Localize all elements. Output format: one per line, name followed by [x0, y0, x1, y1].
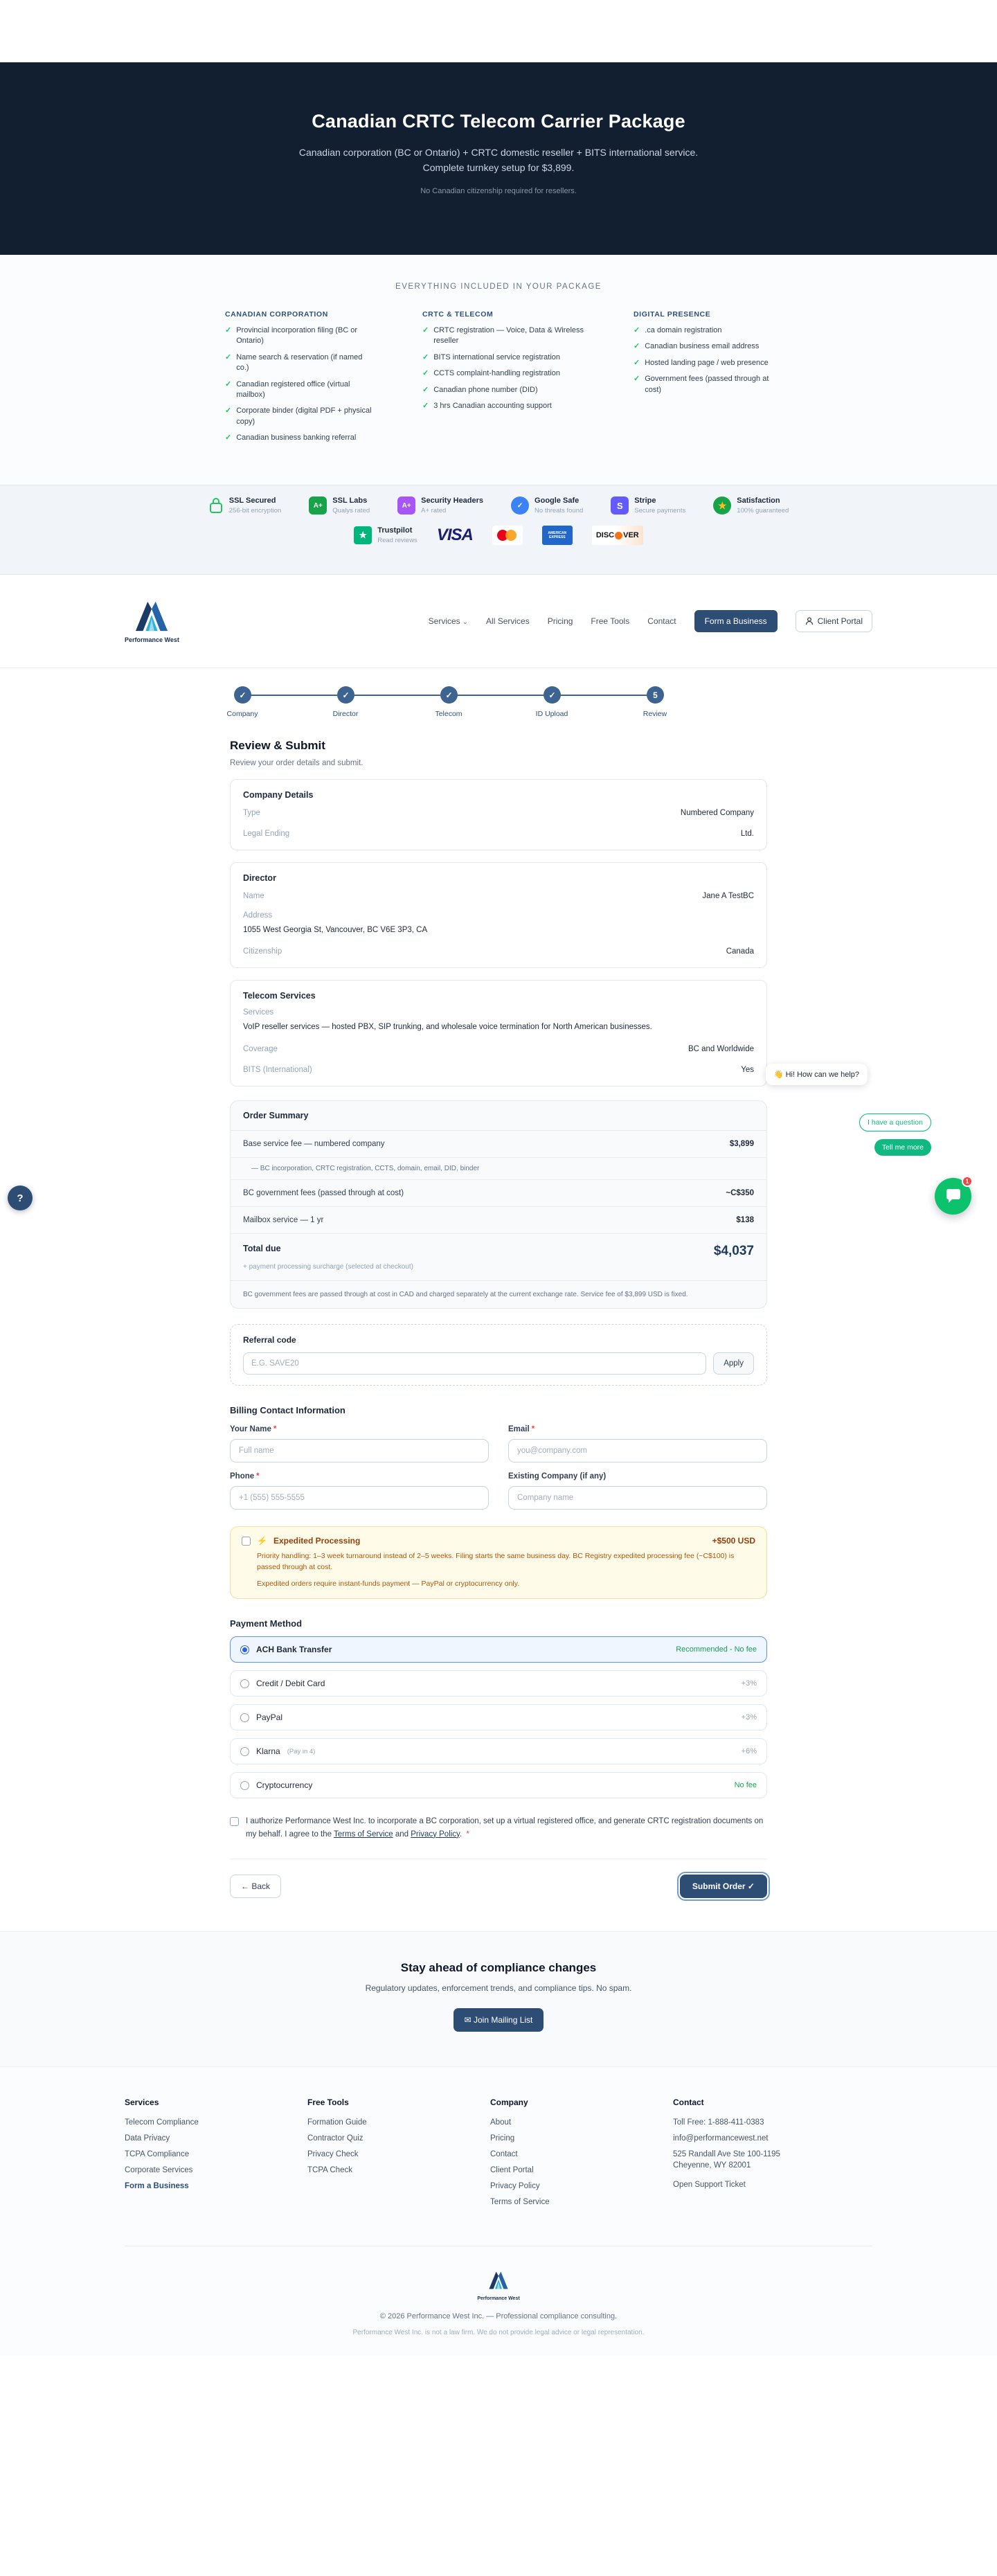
check-icon: ✓ [634, 342, 640, 351]
nav-item-services[interactable]: Services ⌄ [428, 616, 469, 626]
detail-row: Coverage BC and Worldwide [243, 1044, 754, 1053]
field-existing-company: Existing Company (if any) Company name [508, 1472, 767, 1510]
radio-icon [240, 1713, 249, 1722]
footer-email[interactable]: info@performancewest.net [673, 2134, 769, 2143]
page-title: Canadian CRTC Telecom Carrier Package [312, 111, 685, 132]
name-input[interactable] [230, 1439, 489, 1463]
back-button[interactable]: ← Back [230, 1875, 281, 1898]
order-line: BC government fees (passed through at cost) ~C$350 [231, 1180, 766, 1207]
list-item: ✓ Name search & reservation (if named co.) [225, 352, 374, 374]
chat-launcher-button[interactable] [935, 1178, 971, 1215]
performance-west-logo-icon [487, 2270, 510, 2291]
billing-section-title: Billing Contact Information [230, 1405, 345, 1415]
detail-row: Address 1055 West Georgia St, Vancouver, BC V6E 3P3, CA [243, 911, 428, 934]
order-line: Mailbox service — 1 yr $138 [231, 1207, 766, 1234]
check-icon: ✓ [422, 385, 429, 394]
brand-logo[interactable] [125, 599, 179, 643]
footer-link[interactable]: Contact [490, 2150, 518, 2159]
payment-option-klarna[interactable]: Klarna (Pay in 4) +6% [230, 1738, 767, 1764]
step-check-icon: ✓ [234, 686, 251, 704]
referral-code-input[interactable] [243, 1352, 706, 1375]
order-total-row: Total due $4,037 [243, 1243, 754, 1258]
privacy-policy-link[interactable]: Privacy Policy [411, 1830, 460, 1839]
footer-link[interactable]: Corporate Services [125, 2166, 193, 2175]
field-email: Email * you@company.com [508, 1425, 767, 1463]
lock-icon [208, 497, 224, 515]
list-item: ✓ .ca domain registration [634, 325, 772, 336]
footer-address-line: 525 Randall Ave Ste 100-1195 [673, 2150, 780, 2159]
nav-item-all-services[interactable]: All Services [486, 616, 530, 626]
referral-code-box: Referral code E.G. SAVE20 Apply [230, 1324, 767, 1386]
nav-item-free-tools[interactable]: Free Tools [591, 616, 630, 626]
trust-badges-section [0, 485, 997, 575]
amex-logo: AMERICAN EXPRESS [542, 526, 573, 545]
mastercard-logo [492, 526, 523, 545]
discover-dot-icon [615, 532, 622, 539]
total-amount: $4,037 [713, 1243, 754, 1258]
hero-section [0, 62, 997, 255]
review-page-content [226, 668, 767, 1931]
star-icon: ★ [713, 497, 731, 515]
footer-link[interactable]: Pricing [490, 2134, 515, 2143]
authorization-terms: I authorize Performance West Inc. to incorporate a BC corporation, set up a virtual registered office, and generate CRTC registration documents on my behalf. I agree to the Terms of Service and Privacy Policy. * [230, 1815, 767, 1841]
step-director[interactable]: ✓ Director [337, 686, 354, 718]
step-connector [457, 695, 544, 696]
footer-support-ticket-link[interactable]: Open Support Ticket [673, 2181, 746, 2190]
performance-west-logo-icon [132, 599, 172, 634]
phone-input[interactable] [230, 1486, 489, 1510]
step-connector [354, 695, 440, 696]
order-summary-title: Order Summary [231, 1101, 766, 1131]
badge-satisfaction: ★ Satisfaction 100% guaranteed [713, 497, 789, 515]
step-check-icon: ✓ [440, 686, 458, 704]
detail-row: Services VoIP reseller services — hosted PBX, SIP trunking, and wholesale voice termination for North American businesses. [243, 1008, 652, 1032]
terms-of-service-link[interactable]: Terms of Service [334, 1830, 393, 1839]
trustpilot-star-icon: ★ [354, 526, 372, 544]
payment-option-card[interactable]: Credit / Debit Card +3% [230, 1670, 767, 1697]
email-input[interactable] [508, 1439, 767, 1463]
included-heading: EVERYTHING INCLUDED IN YOUR PACKAGE [395, 283, 602, 291]
badge-google-safe: ✓ Google Safe No threats found [511, 497, 583, 515]
step-connector [251, 695, 337, 696]
submit-order-button[interactable]: Submit Order ✓ [680, 1875, 767, 1898]
progress-stepper [226, 686, 667, 718]
chat-unread-badge: 1 [962, 1176, 973, 1187]
client-portal-button[interactable]: Client Portal [796, 610, 872, 632]
footer-link-form-a-business[interactable]: Form a Business [125, 2182, 189, 2191]
footer-address-line: Cheyenne, WY 82001 [673, 2161, 751, 2170]
footer-link[interactable]: Contractor Quiz [307, 2134, 363, 2143]
step-id-upload[interactable]: ✓ ID Upload [544, 686, 560, 718]
copyright: © 2026 Performance West Inc. — Professional compliance consulting. [379, 2312, 618, 2321]
check-icon: ✓ [225, 379, 232, 388]
radio-selected-icon [240, 1645, 249, 1654]
check-icon: ✓ [634, 358, 640, 367]
step-check-icon: ✓ [337, 686, 354, 704]
hero-note: No Canadian citizenship required for resellers. [420, 186, 577, 195]
detail-row: Type Numbered Company [243, 809, 754, 817]
footer-link[interactable]: About [490, 2118, 512, 2127]
field-your-name: Your Name * Full name [230, 1425, 489, 1463]
payment-option-crypto[interactable]: Cryptocurrency No fee [230, 1772, 767, 1798]
check-icon: ✓ [422, 352, 429, 361]
order-line-note: — BC incorporation, CRTC registration, CCTS, domain, email, DID, binder [231, 1158, 766, 1180]
brand-name: Performance West [125, 636, 179, 643]
bolt-icon: ⚡ [257, 1536, 267, 1546]
expedited-detail: Expedited orders require instant-funds payment — PayPal or cryptocurrency only. [257, 1579, 520, 1588]
footer-link[interactable]: Privacy Check [307, 2150, 359, 2159]
step-review-active[interactable]: 5 Review [647, 686, 663, 718]
check-icon: ✓ [225, 406, 232, 415]
footer-column-services: Services Telecom Compliance Data Privacy TCPA Compliance Corporate Services Form a Business [125, 2098, 307, 2214]
hero-subtitle: Canadian corporation (BC or Ontario) + CRTC domestic reseller + BITS international service. Complete turnkey setup for $3,899. [298, 147, 699, 174]
footer-link[interactable]: Client Portal [490, 2166, 534, 2175]
list-item: ✓ CRTC registration — Voice, Data & Wireless reseller [422, 325, 585, 347]
included-column-digital-presence [634, 310, 772, 449]
included-column-crtc-telecom [422, 310, 585, 449]
footer-column-free-tools: Free Tools Formation Guide Contractor Quiz Privacy Check TCPA Check [307, 2098, 490, 2214]
newsletter-subtitle: Regulatory updates, enforcement trends, and compliance tips. No spam. [365, 1983, 632, 1994]
badge-security-headers: A+ Security Headers A+ rated [397, 497, 483, 515]
check-icon: ✓ [634, 326, 640, 334]
footer-link[interactable]: Data Privacy [125, 2134, 170, 2143]
list-item: ✓ Government fees (passed through at cost) [634, 374, 772, 395]
footer-link[interactable]: Terms of Service [490, 2198, 550, 2207]
payment-option-paypal[interactable]: PayPal +3% [230, 1704, 767, 1730]
chat-bubble-icon [945, 1189, 962, 1204]
list-item: ✓ CCTS complaint-handling registration [422, 368, 585, 379]
footer-link[interactable]: TCPA Compliance [125, 2150, 190, 2159]
expedited-detail: Priority handling: 1–3 week turnaround instead of 2–5 weeks. Filing starts the same business day. BC Registry expedited processing fee (~C$100) is passed through at cost. [257, 1552, 735, 1571]
footer-phone[interactable]: Toll Free: 1-888-411-0383 [673, 2118, 764, 2127]
site-header [0, 575, 997, 668]
step-number: 5 [647, 686, 664, 704]
discover-logo: DISC VER [592, 526, 643, 545]
list-item: ✓ Canadian phone number (DID) [422, 385, 585, 395]
badge-trustpilot[interactable]: ★ Trustpilot Read reviews [354, 526, 417, 544]
check-icon: ✓ [634, 375, 640, 384]
company-details-card: Company Details Type Numbered Company Legal Ending Ltd. [230, 779, 767, 850]
expedited-price: +$500 USD [712, 1536, 755, 1546]
check-icon: ✓ [225, 326, 232, 334]
detail-row: Citizenship Canada [243, 947, 754, 956]
list-item: ✓ Canadian business email address [634, 341, 772, 352]
radio-icon [240, 1679, 249, 1688]
a-plus-icon: A+ [309, 497, 327, 515]
chat-greeting-bubble[interactable]: 👋 Hi! How can we help? [766, 1064, 868, 1085]
person-icon [805, 617, 814, 625]
radio-icon [240, 1747, 249, 1756]
join-mailing-list-button[interactable]: ✉ Join Mailing List [453, 2008, 544, 2032]
step-company[interactable]: ✓ Company [234, 686, 251, 718]
check-icon: ✓ [225, 433, 232, 442]
step-telecom[interactable]: ✓ Telecom [440, 686, 457, 718]
company-input[interactable] [508, 1486, 767, 1510]
check-icon: ✓ [422, 326, 429, 334]
newsletter-section [0, 1931, 997, 2066]
radio-icon [240, 1781, 249, 1790]
payment-option-ach[interactable]: ACH Bank Transfer Recommended - No fee [230, 1636, 767, 1663]
list-item: ✓ Canadian registered office (virtual mailbox) [225, 379, 374, 401]
section-title: Review & Submit [230, 739, 325, 752]
column-title: DIGITAL PRESENCE [634, 310, 711, 319]
check-shield-icon: ✓ [511, 497, 529, 515]
list-item: ✓ Canadian business banking referral [225, 433, 374, 443]
column-title: CANADIAN CORPORATION [225, 310, 328, 319]
order-summary-card [230, 1100, 767, 1309]
detail-row: BITS (International) Yes [243, 1065, 754, 1074]
nav-item-pricing[interactable]: Pricing [547, 616, 573, 626]
list-item: ✓ Hosted landing page / web presence [634, 358, 772, 368]
legal-disclaimer: Performance West Inc. is not a law firm. We do not provide legal advice or legal representation. [352, 2329, 645, 2337]
footer-link[interactable]: TCPA Check [307, 2166, 352, 2175]
field-phone: Phone * +1 (555) 555-5555 [230, 1472, 489, 1510]
column-title: CRTC & TELECOM [422, 310, 494, 319]
footer-link[interactable]: Formation Guide [307, 2118, 367, 2127]
brand-name: Performance West [477, 2296, 520, 2302]
stripe-icon: S [611, 497, 629, 515]
terms-checkbox[interactable] [230, 1817, 239, 1826]
form-a-business-button[interactable]: Form a Business [694, 610, 778, 632]
top-whitespace [0, 0, 997, 62]
help-widget-button[interactable]: ? [8, 1186, 33, 1210]
payment-section-title: Payment Method [230, 1618, 303, 1629]
chevron-down-icon: ⌄ [462, 618, 469, 626]
site-footer [0, 2066, 997, 2356]
director-card: Director Name Jane A TestBC Address 1055 West Georgia St, Vancouver, BC V6E 3P3, CA Citizenship Canada [230, 862, 767, 968]
telecom-services-card: Telecom Services Services VoIP reseller services — hosted PBX, SIP trunking, and wholesale voice termination for North American businesses. Coverage BC and Worldwide BITS (International) Yes [230, 980, 767, 1086]
order-line: Base service fee — numbered company $3,899 [231, 1131, 766, 1158]
chat-quick-reply-question[interactable]: I have a question [859, 1113, 931, 1132]
newsletter-title: Stay ahead of compliance changes [400, 1961, 597, 1975]
list-item: ✓ 3 hrs Canadian accounting support [422, 401, 585, 411]
footer-link[interactable]: Privacy Policy [490, 2182, 540, 2191]
step-connector [560, 695, 647, 696]
included-column-canadian-corporation [225, 310, 374, 449]
badge-ssl-labs: A+ SSL Labs Qualys rated [309, 497, 370, 515]
nav-item-contact[interactable]: Contact [647, 616, 676, 626]
section-subtitle: Review your order details and submit. [230, 759, 363, 767]
visa-logo: VISA [436, 526, 473, 544]
main-nav [429, 610, 872, 632]
check-icon: ✓ [225, 352, 232, 361]
chat-quick-reply-tell-me-more[interactable]: Tell me more [874, 1139, 931, 1156]
footer-link[interactable]: Telecom Compliance [125, 2118, 199, 2127]
badge-ssl-secured: SSL Secured 256-bit encryption [208, 497, 282, 515]
apply-button[interactable]: Apply [713, 1352, 754, 1375]
included-section [0, 255, 997, 485]
expedited-checkbox[interactable] [242, 1537, 251, 1546]
total-note: + payment processing surcharge (selected at checkout) [243, 1262, 413, 1271]
badge-stripe: S Stripe Secure payments [611, 497, 685, 515]
footer-column-contact: Contact Toll Free: 1-888-411-0383 info@performancewest.net 525 Randall Ave Ste 100-1195 Cheyenne, WY 82001 Open Support Ticket [673, 2098, 872, 2214]
list-item: ✓ BITS international service registration [422, 352, 585, 363]
check-icon: ✓ [422, 369, 429, 378]
detail-row: Legal Ending Ltd. [243, 830, 754, 838]
footer-column-company: Company About Pricing Contact Client Portal Privacy Policy Terms of Service [490, 2098, 673, 2214]
list-item: ✓ Corporate binder (digital PDF + physical copy) [225, 406, 374, 427]
step-check-icon: ✓ [544, 686, 561, 704]
expedited-processing-box: ⚡ Expedited Processing +$500 USD Priority handling: 1–3 week turnaround instead of 2–5 weeks. Filing starts the same business day. BC Registry expedited processing fee (~C$100) is passed through at cost. Expedited orders require instant-funds payment — PayPal or cryptocurrency only. [230, 1526, 767, 1599]
check-icon: ✓ [422, 401, 429, 410]
order-footnote: BC government fees are passed through at cost in CAD and charged separately at the current exchange rate. Service fee of $3,899 USD is fixed. [231, 1280, 766, 1309]
detail-row: Name Jane A TestBC [243, 892, 754, 900]
a-plus-icon: A+ [397, 497, 415, 515]
list-item: ✓ Provincial incorporation filing (BC or Ontario) [225, 325, 374, 347]
